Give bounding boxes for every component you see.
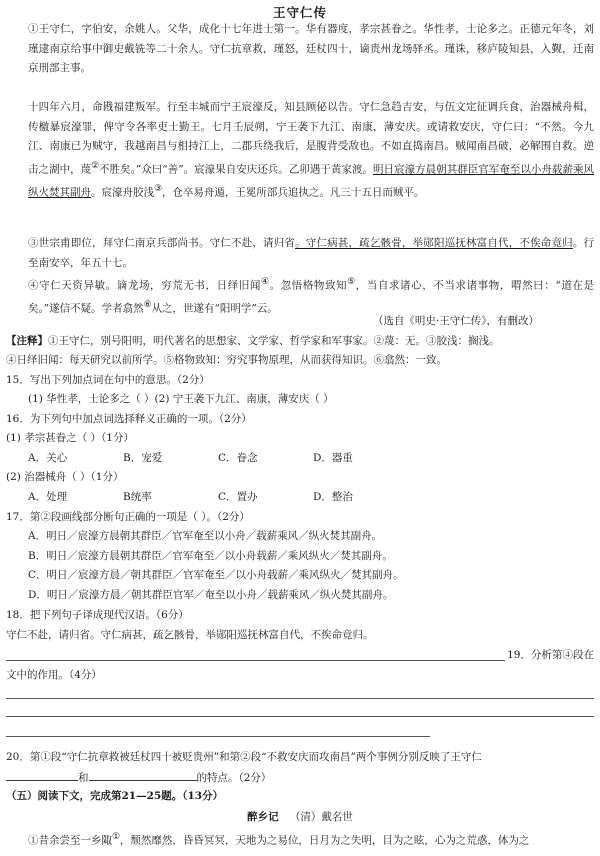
question-16: 16．为下列句中加点词选择释义正确的一项。（2分） xyxy=(6,413,252,425)
answer-blank-20-1[interactable] xyxy=(6,768,78,781)
question-16-1-options xyxy=(6,449,594,468)
notes-line-1 xyxy=(6,332,594,351)
question-20-blanks xyxy=(6,768,594,787)
paragraph-2 xyxy=(6,98,594,203)
footnote-mark-2: ② xyxy=(91,160,100,171)
footnote-mark-1: ① xyxy=(112,832,120,842)
answer-line-19-1[interactable] xyxy=(6,698,594,699)
question-20: 20．第①段“守仁抗章救被廷杖四十被贬贵州”和第②段“不救安庆而攻南昌”两个事例分别反映了王守仁 xyxy=(6,751,482,763)
q16-1-option-d[interactable]: D．器重 xyxy=(313,452,353,464)
q17-option-b[interactable]: B．明日／宸濠方晨朝其群臣／官军奄至／以小舟载薪／乘风纵火／焚其副舟。 xyxy=(28,550,393,562)
paragraph-3 xyxy=(6,234,594,273)
paragraph-4-text-d: 从之，世遂有“阳明学”云。 xyxy=(151,302,278,315)
paragraph-4-text-a: ④守仁天资异敏。谪龙场，穷荒无书，日绎旧闻 xyxy=(28,279,262,292)
q16-2-option-d[interactable]: D．整治 xyxy=(313,491,353,503)
paragraph-2-text-a: 十四年六月，命戡福建叛军。行至丰城而宁王宸濠反，知县顾佖以告。守仁急趋吉安，与伍文定征调兵食，治器械舟楫，传檄暴宸濠罪，俾守令各率吏士勤王。七月壬辰朔，宁王袭下九江、南康，薄安庆。或请救安庆，守仁曰：“不然。今九江、南康已为贼守，我越南昌与相持江上，二郡兵绕我后，是腹背受敌也。不如直捣南昌。贼闻南昌破，必解围自救。逆击之湖中，蔑 xyxy=(28,101,594,175)
notes-line-2: ④日绎旧闻：每天研究以前所学。⑤格物致知：穷究事物原理，从而获得知识。⑥翕然：一致。 xyxy=(6,354,447,366)
footnote-mark-5: ⑤ xyxy=(347,277,356,287)
paragraph-3-text-a: ③世宗甫即位，拜守仁南京兵部尚书。守仁不赴，请归省 xyxy=(28,237,296,249)
paragraph-1-text: ①王守仁，字伯安，余姚人。父华，成化十七年进士第一。华有器度，孝宗甚眷之。华性孝，士论多之。正德元年冬，刘瑾逮南京给事中御史戴铣等二十余人。守仁抗章救，瑾怒，廷杖四十，谪贵州龙场驿丞。瑾诛，移庐陵知县，入觐，迁南京刑部主事。 xyxy=(28,23,594,74)
q16-2-option-b[interactable]: B统率 xyxy=(123,491,152,503)
paragraph-4-text-c: ，当自求诸心，不当求诸事物，喟然曰：“道在是矣。”遂信不疑。学者翕然 xyxy=(28,279,595,315)
passage-2-text-b: ，颓然靡然，昏昏冥冥，天地为之易位，日月为之失明，目为之眩，心为之荒惑，体为之 xyxy=(119,834,530,847)
question-16-2: (2) 治器械舟（ ）（1分） xyxy=(6,471,124,483)
paragraph-1 xyxy=(6,20,594,79)
q16-2-option-a[interactable]: A．处理 xyxy=(28,491,68,503)
answer-blank-20-2[interactable] xyxy=(89,768,197,781)
paragraph-2-text-d: ，仓卒易舟遁，王冕所部兵追执之。凡三十五日而贼平。 xyxy=(161,186,425,198)
question-15-items: (1) 华性孝，士论多之（ ）(2) 宁王袭下九江、南康，薄安庆（ ） xyxy=(28,393,334,405)
passage-2-first-line xyxy=(6,828,594,847)
paragraph-3-text-b: 。行至南安卒，年五十七。 xyxy=(28,237,595,269)
q16-1-option-b[interactable]: B．宠爱 xyxy=(123,452,163,464)
passage-title: 王守仁传 xyxy=(272,5,327,20)
passage-2-author: （清）戴名世 xyxy=(289,811,353,823)
footnote-mark-6: ⑥ xyxy=(143,300,152,310)
q17-option-d[interactable]: D．明日／宸濠方晨／朝其群臣官军／奄至以小舟／载薪乘风／纵火焚其副舟。 xyxy=(28,589,394,601)
q16-1-option-a[interactable]: A．关心 xyxy=(28,452,68,464)
answer-line-19-2[interactable] xyxy=(6,716,594,717)
question-20-and: 和 xyxy=(78,772,89,784)
paragraph-2-text-b: 不胜矣。”众曰“善”。宸濠果自安庆还兵。乙卯遇于黄家渡。 xyxy=(99,163,374,175)
answer-line-18-2[interactable] xyxy=(6,660,490,661)
question-19-row xyxy=(6,646,594,665)
footnote-mark-4: ④ xyxy=(261,277,270,287)
section-5-heading: （五）阅读下文，完成第21—25题。（13分） xyxy=(6,790,224,802)
source-note: （选自《明史·王守仁传》，有删改） xyxy=(372,315,539,327)
notes-text-1: ①王守仁，别号阳明，明代著名的思想家、文学家、哲学家和军事家。②蔑：无。③胶浅：搁浅。 xyxy=(48,335,500,347)
question-18: 18．把下列句子译成现代汉语。（6分） xyxy=(6,609,189,621)
question-16-2-options xyxy=(6,488,594,507)
underlined-sentence-q18: 。守仁病甚，疏乞骸骨，举郧阳巡抚林富自代，不俟命竟归 xyxy=(295,237,573,249)
passage-2-title: 醉乡记 xyxy=(247,811,279,823)
question-17: 17．第②段画线部分断句正确的一项是（ ）。（2分） xyxy=(6,511,250,523)
question-19: 19．分析第④段在 xyxy=(505,646,594,665)
paragraph-2-text-c: 。宸濠舟胶浅 xyxy=(91,186,154,198)
q17-option-a[interactable]: A．明日／宸濠方晨朝其群臣／官军奄至以小舟／载薪乘风／纵火焚其副舟。 xyxy=(28,530,383,542)
footnote-mark-3: ③ xyxy=(154,183,162,194)
question-15: 15．写出下列加点词在句中的意思。（2分） xyxy=(6,374,210,386)
question-19-tail: 文中的作用。（4分） xyxy=(6,669,102,681)
q17-option-c[interactable]: C．明日／宸濠方晨／朝其群臣／官军奄至／以小舟载薪／乘风纵火／焚其副舟。 xyxy=(28,569,404,581)
passage-2-title-row xyxy=(6,808,594,827)
underlined-sentence-q17: 明日宸濠方晨朝其群臣官军奄至以小舟载薪乘风纵火焚其副舟 xyxy=(28,163,594,198)
question-16-1: (1) 孝宗甚眷之（ ）（1分） xyxy=(6,432,134,444)
q16-2-option-c[interactable]: C．置办 xyxy=(218,491,258,503)
q16-1-option-c[interactable]: C．眷念 xyxy=(218,452,258,464)
answer-line-19-3[interactable] xyxy=(6,736,430,737)
question-18-text: 守仁不赴，请归省。守仁病甚，疏乞骸骨，举郧阳巡抚林富自代，不俟命竟归。 xyxy=(6,629,374,641)
passage-2-text-a: ①昔余尝至一乡陬 xyxy=(28,834,112,847)
notes-label: 【注释】 xyxy=(6,335,48,347)
question-20-tail: 的特点。（2分） xyxy=(196,772,272,784)
paragraph-4-text-b: 。忽悟格物致知 xyxy=(269,279,348,292)
